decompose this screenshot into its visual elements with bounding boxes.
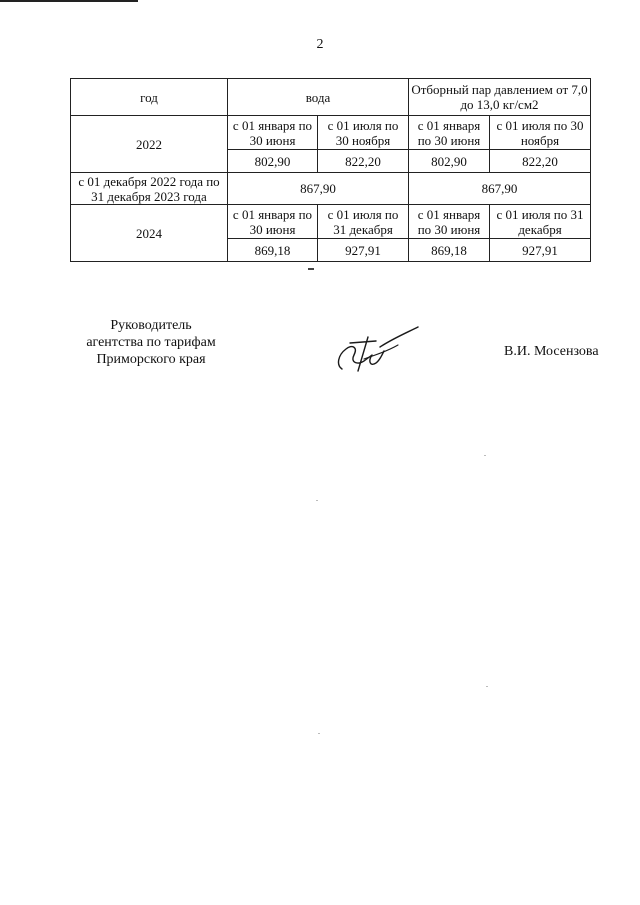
header-steam: Отборный пар давлением от 7,0 до 13,0 кг/см2 [409,79,591,116]
position-line: агентства по тарифам [86,335,216,350]
table-row [71,173,591,205]
period-cell: с 01 июля по 30 ноября [490,116,591,150]
value-cell: 867,90 [228,173,409,205]
period-cell: с 01 января по 30 июня [409,205,490,239]
value-cell: 802,90 [409,150,490,173]
signatory-position [76,317,226,368]
value-cell: 927,91 [490,239,591,262]
signer-name: В.И. Мосензова [504,344,599,359]
table-row [71,116,591,150]
header-year: год [71,79,228,116]
scan-speck [316,500,318,501]
value-cell: 869,18 [409,239,490,262]
table-header-row [71,79,591,116]
position-line: Руководитель [110,318,192,333]
value-cell: 927,91 [318,239,409,262]
top-rule [0,0,138,2]
value-cell: 867,90 [409,173,591,205]
table-row [71,205,591,239]
scan-speck [484,455,486,456]
period-cell: с 01 января по 30 июня [228,205,318,239]
tariff-table [70,78,591,262]
value-cell: 802,90 [228,150,318,173]
period-cell: с 01 июля по 31 декабря [490,205,591,239]
period-cell: с 01 января по 30 июня [228,116,318,150]
period-cell: с 01 июля по 31 декабря [318,205,409,239]
scan-speck [318,733,320,734]
year-cell: 2024 [71,205,228,262]
value-cell: 822,20 [490,150,591,173]
page-number: 2 [316,37,324,52]
value-cell: 822,20 [318,150,409,173]
scan-mark [308,268,314,270]
value-cell: 869,18 [228,239,318,262]
handwritten-signature [328,325,420,375]
period-cell: с 01 июля по 30 ноября [318,116,409,150]
period-cell: с 01 декабря 2022 года по 31 декабря 2023 года [71,173,228,205]
period-cell: с 01 января по 30 июня [409,116,490,150]
scan-speck [486,686,488,687]
header-water: вода [228,79,409,116]
position-line: Приморского края [96,352,206,367]
year-cell: 2022 [71,116,228,173]
